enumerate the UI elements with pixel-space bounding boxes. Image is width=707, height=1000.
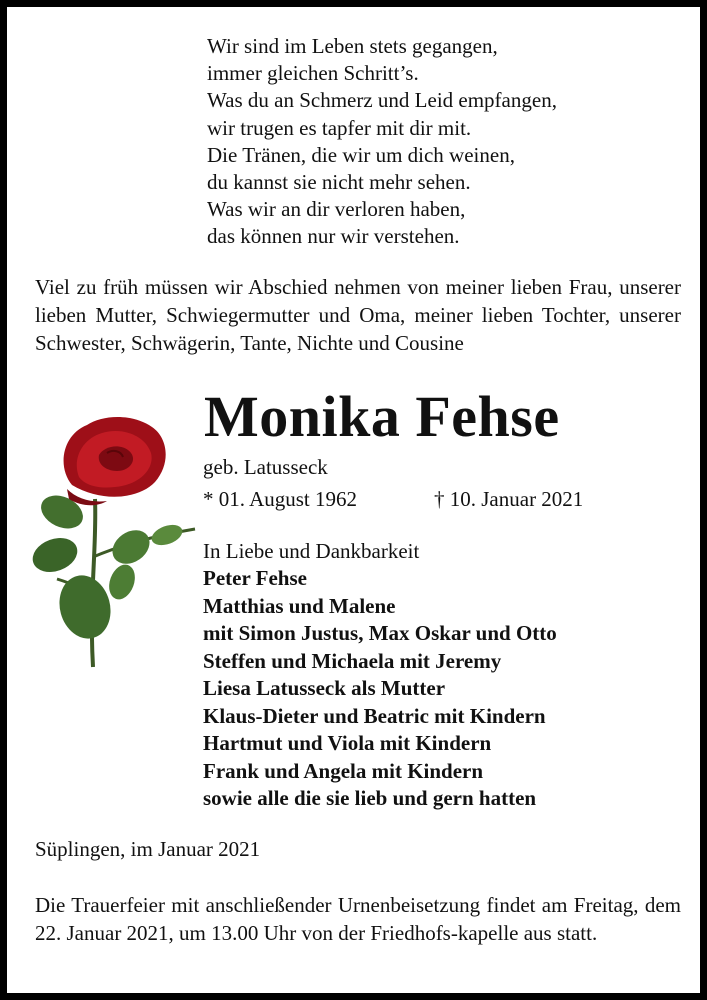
poem-line: Die Tränen, die wir um dich weinen, <box>207 142 515 167</box>
mourner-line: sowie alle die sie lieb und gern hatten <box>203 786 537 810</box>
poem-line: du kannst sie nicht mehr sehen. <box>207 170 471 195</box>
funeral-notice: Die Trauerfeier mit anschließender Urnenbeisetzung findet am Freitag, dem 22. Januar 2021, um 13.00 Uhr von der Friedhofs-kapelle aus statt. <box>35 893 681 945</box>
poem-line: wir trugen es tapfer mit dir mit. <box>207 115 472 140</box>
obituary-card <box>7 7 700 993</box>
maiden-name: geb. Latusseck <box>203 455 328 479</box>
mourner-line: Matthias und Malene <box>203 593 396 618</box>
poem-line: Was du an Schmerz und Leid empfangen, <box>207 88 557 113</box>
red-rose-icon <box>27 407 202 672</box>
death-date: † 10. Januar 2021 <box>434 487 584 511</box>
place-date: Süplingen, im Januar 2021 <box>35 837 261 861</box>
mourner-line: Steffen und Michaela mit Jeremy <box>203 648 502 673</box>
birth-date: * 01. August 1962 <box>203 487 358 511</box>
poem-line: das können nur wir verstehen. <box>207 224 460 249</box>
mourner-line: Frank und Angela mit Kindern <box>203 758 484 783</box>
mourner-line: Hartmut und Viola mit Kindern <box>203 731 492 755</box>
poem-line: Wir sind im Leben stets gegangen, <box>207 34 498 58</box>
mourner-line: Liesa Latusseck als Mutter <box>203 676 446 700</box>
poem-line: Was wir an dir verloren haben, <box>207 197 466 222</box>
intro-paragraph: Viel zu früh müssen wir Abschied nehmen von meiner lieben Frau, unserer lieben Mutter, Schwiegermutter und Oma, meiner lieben Tochter, unserer Schwester, Schwägerin, Tante, Nichte und Cousine <box>35 275 681 355</box>
mourner-line: mit Simon Justus, Max Oskar und Otto <box>203 621 557 645</box>
deceased-name: Monika Fehse <box>204 384 560 449</box>
poem-line: immer gleichen Schritt’s. <box>207 61 419 86</box>
mourners-list <box>203 565 557 813</box>
thanks-line: In Liebe und Dankbarkeit <box>203 539 420 563</box>
poem <box>207 33 557 251</box>
mourner-line: Peter Fehse <box>203 566 307 590</box>
mourner-line: Klaus-Dieter und Beatric mit Kindern <box>203 703 546 728</box>
